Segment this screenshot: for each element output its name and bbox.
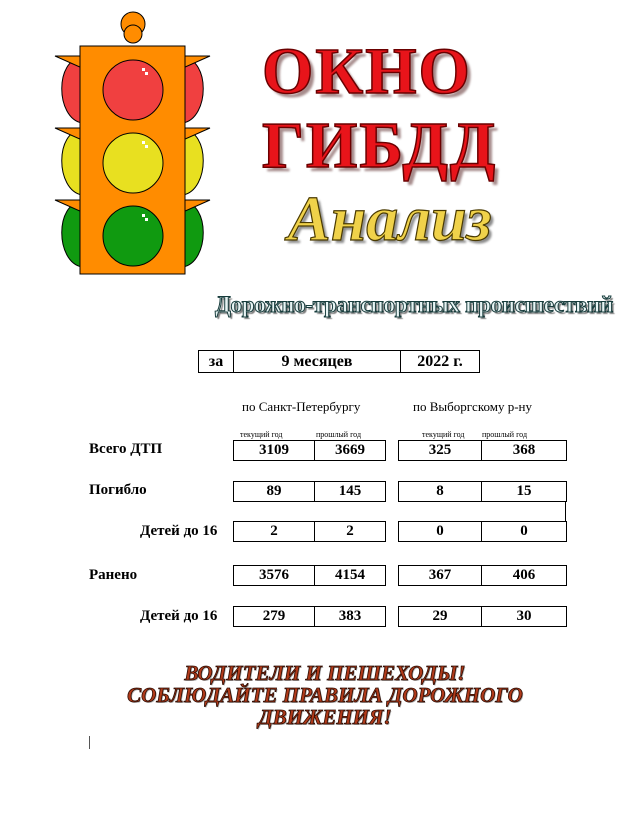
row-label-children-killed: Детей до 16 xyxy=(140,523,218,539)
cell-spb-current: 279 xyxy=(234,607,315,626)
cell-spb-previous: 383 xyxy=(338,608,362,624)
cell-vyb-previous: 368 xyxy=(512,442,536,458)
period-box xyxy=(198,350,480,373)
cell-vyb-previous: 15 xyxy=(516,483,532,499)
table-row xyxy=(233,481,386,502)
cell-vyb-current: 29 xyxy=(399,607,482,626)
cell-spb-previous: 145 xyxy=(338,483,362,499)
slogan-line-1: ВОДИТЕЛИ И ПЕШЕХОДЫ! xyxy=(184,661,466,685)
table-row xyxy=(233,606,386,627)
column-header-spb: по Санкт-Петербургу xyxy=(242,399,361,414)
cell-spb-previous: 4154 xyxy=(335,567,365,583)
divider xyxy=(565,501,566,521)
cell-spb-previous: 3669 xyxy=(335,442,365,458)
subheader-spb-current: текущий год xyxy=(240,430,283,439)
row-label-children-injured: Детей до 16 xyxy=(140,608,218,624)
cell-vyb-previous: 0 xyxy=(520,523,528,539)
cell-vyb-current: 0 xyxy=(399,522,482,541)
subheader-vyb-current: текущий год xyxy=(422,430,465,439)
column-header-vyborg: по Выборгскому р-ну xyxy=(413,399,532,414)
slogan-line-3: ДВИЖЕНИЯ! xyxy=(258,705,392,729)
page-subtitle: Дорожно-транспортных происшествий xyxy=(215,292,613,317)
table-row xyxy=(398,565,567,586)
cell-vyb-current: 8 xyxy=(399,482,482,501)
cell-spb-previous: 2 xyxy=(346,523,354,539)
row-label-killed: Погибло xyxy=(89,482,147,498)
cell-vyb-previous: 30 xyxy=(516,608,532,624)
cell-spb-current: 3576 xyxy=(234,566,315,585)
cell-vyb-previous: 406 xyxy=(512,567,536,583)
table-row xyxy=(398,521,567,542)
table-row xyxy=(233,521,386,542)
safety-slogan xyxy=(80,662,570,728)
cell-spb-current: 89 xyxy=(234,482,315,501)
cell-spb-current: 2 xyxy=(234,522,315,541)
text-cursor xyxy=(89,736,90,749)
title-analysis: Анализ xyxy=(288,183,492,254)
row-label-total: Всего ДТП xyxy=(89,441,163,457)
subheader-vyb-previous: прошлый год xyxy=(482,430,528,439)
period-year: 2022 г. xyxy=(417,353,463,370)
table-row xyxy=(398,481,567,502)
table-row xyxy=(398,606,567,627)
title-okno: ОКНО xyxy=(262,35,472,108)
table-row xyxy=(398,440,567,461)
period-prefix: за xyxy=(199,351,234,372)
row-label-injured: Ранено xyxy=(89,567,138,583)
cell-vyb-current: 325 xyxy=(399,441,482,460)
table-row xyxy=(233,440,386,461)
period-months: 9 месяцев xyxy=(234,351,401,372)
subheader-spb-previous: прошлый год xyxy=(316,430,362,439)
cell-vyb-current: 367 xyxy=(399,566,482,585)
title-gibdd: ГИБДД xyxy=(262,109,498,182)
table-row xyxy=(233,565,386,586)
cell-spb-current: 3109 xyxy=(234,441,315,460)
slogan-line-2: СОБЛЮДАЙТЕ ПРАВИЛА ДОРОЖНОГО xyxy=(127,683,523,707)
traffic-light-icon xyxy=(50,8,215,278)
